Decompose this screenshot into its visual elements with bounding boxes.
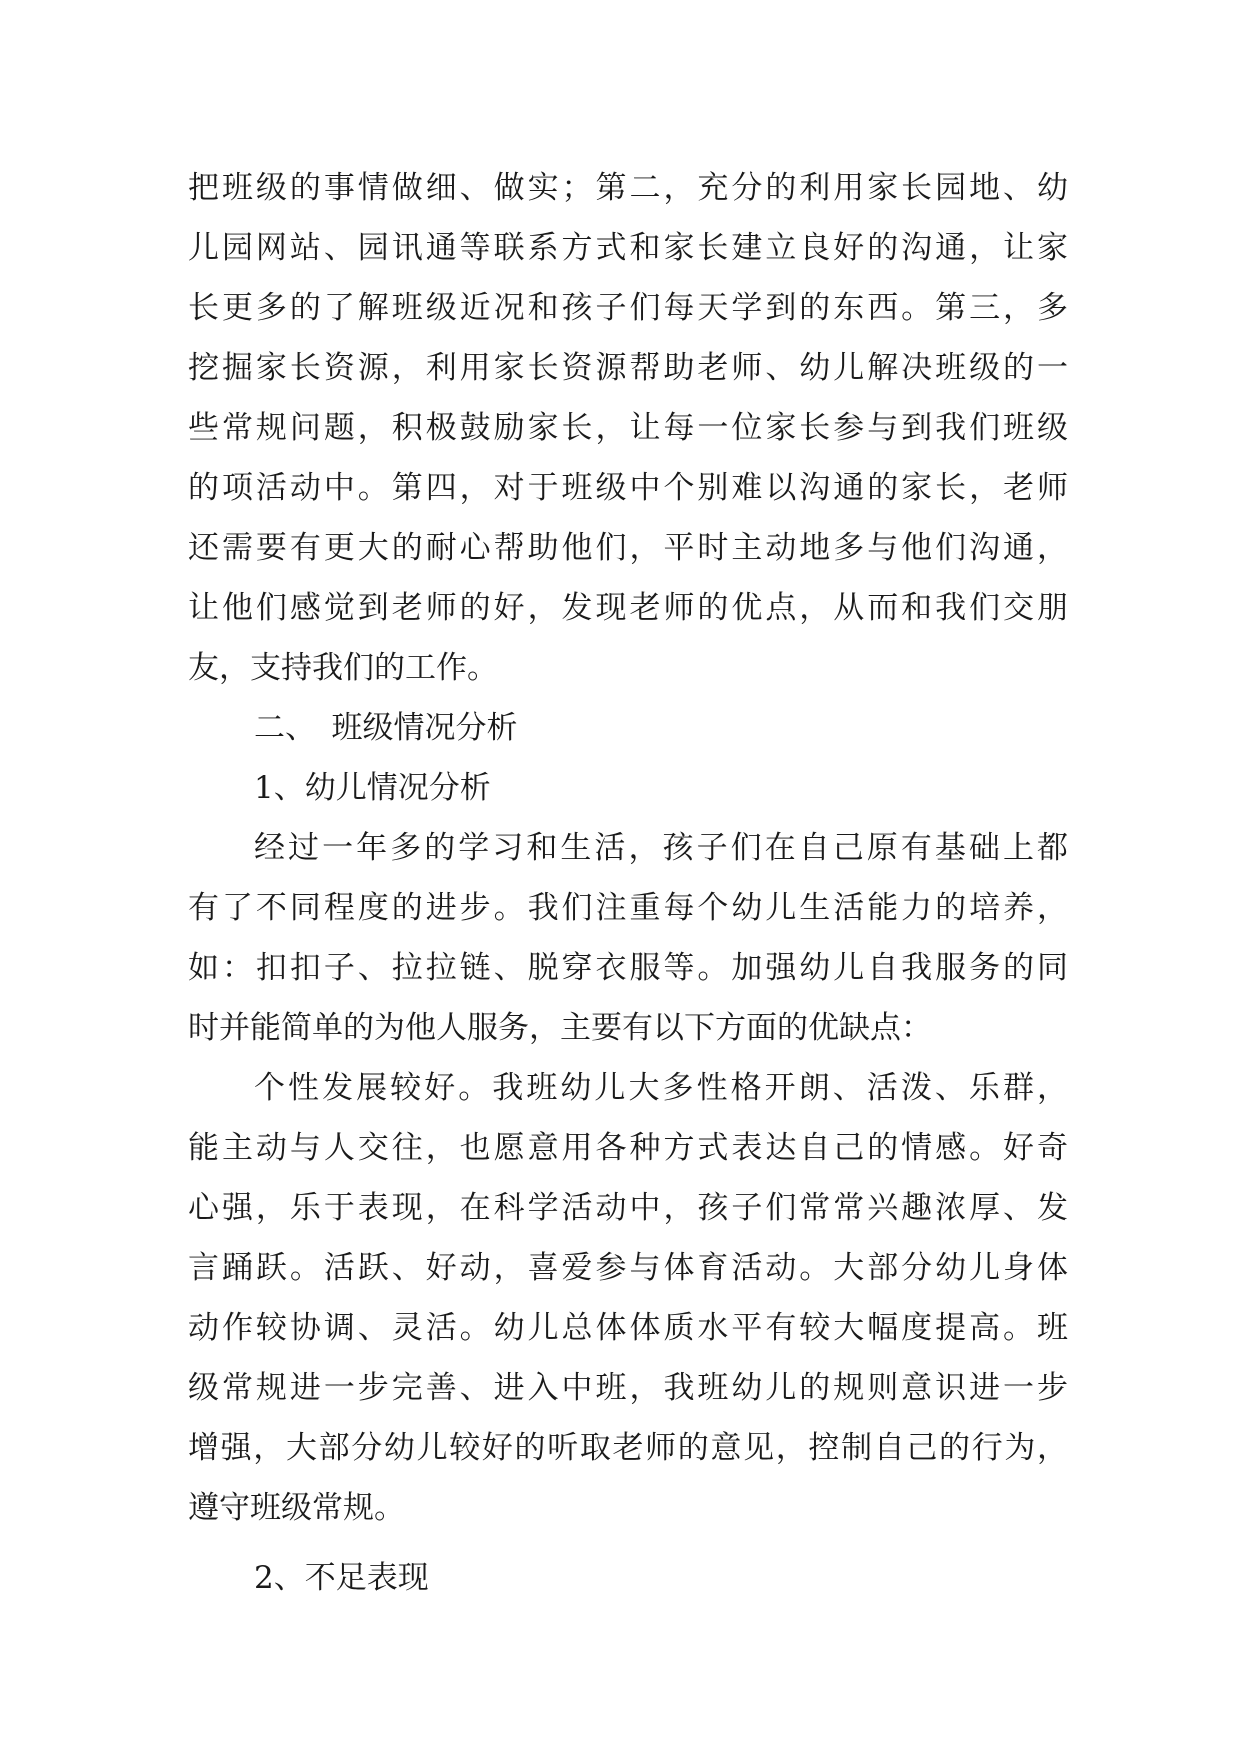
text-line: 把班级的事情做细、做实；第二，充分的利用家长园地、幼	[188, 170, 1068, 206]
text-line: 增强，大部分幼儿较好的听取老师的意见，控制自己的行为，	[188, 1430, 1068, 1466]
text-line: 挖掘家长资源，利用家长资源帮助老师、幼儿解决班级的一	[188, 350, 1068, 386]
text-line: 级常规进一步完善、进入中班，我班幼儿的规则意识进一步	[188, 1370, 1068, 1406]
text-line: 长更多的了解班级近况和孩子们每天学到的东西。第三，多	[188, 290, 1068, 326]
text-line: 儿园网站、园讯通等联系方式和家长建立良好的沟通，让家	[188, 230, 1068, 266]
text-line: 心强，乐于表现，在科学活动中，孩子们常常兴趣浓厚、发	[188, 1190, 1068, 1226]
text-line: 遵守班级常规。	[188, 1490, 405, 1526]
text-line: 些常规问题，积极鼓励家长，让每一位家长参与到我们班级	[188, 410, 1068, 446]
text-line: 的项活动中。第四，对于班级中个别难以沟通的家长，老师	[188, 470, 1068, 506]
text-line: 有了不同程度的进步。我们注重每个幼儿生活能力的培养，	[188, 890, 1068, 926]
text-line: 能主动与人交往，也愿意用各种方式表达自己的情感。好奇	[188, 1130, 1068, 1166]
text-line: 动作较协调、灵活。幼儿总体体质水平有较大幅度提高。班	[188, 1310, 1068, 1346]
text-line: 还需要有更大的耐心帮助他们，平时主动地多与他们沟通，	[188, 530, 1068, 566]
text-line: 让他们感觉到老师的好，发现老师的优点，从而和我们交朋	[188, 590, 1068, 626]
text-line: 个性发展较好。我班幼儿大多性格开朗、活泼、乐群，	[254, 1070, 1068, 1106]
text-line: 时并能简单的为他人服务，主要有以下方面的优缺点：	[188, 1010, 932, 1046]
section-heading: 二、 班级情况分析	[254, 710, 518, 746]
text-line: 如：扣扣子、拉拉链、脱穿衣服等。加强幼儿自我服务的同	[188, 950, 1068, 986]
subsection-heading: 1、幼儿情况分析	[254, 770, 491, 806]
text-line: 经过一年多的学习和生活，孩子们在自己原有基础上都	[254, 830, 1068, 866]
text-line: 言踊跃。活跃、好动，喜爱参与体育活动。大部分幼儿身体	[188, 1250, 1068, 1286]
text-line: 友，支持我们的工作。	[188, 650, 498, 686]
subsection-heading: 2、不足表现	[254, 1560, 429, 1596]
